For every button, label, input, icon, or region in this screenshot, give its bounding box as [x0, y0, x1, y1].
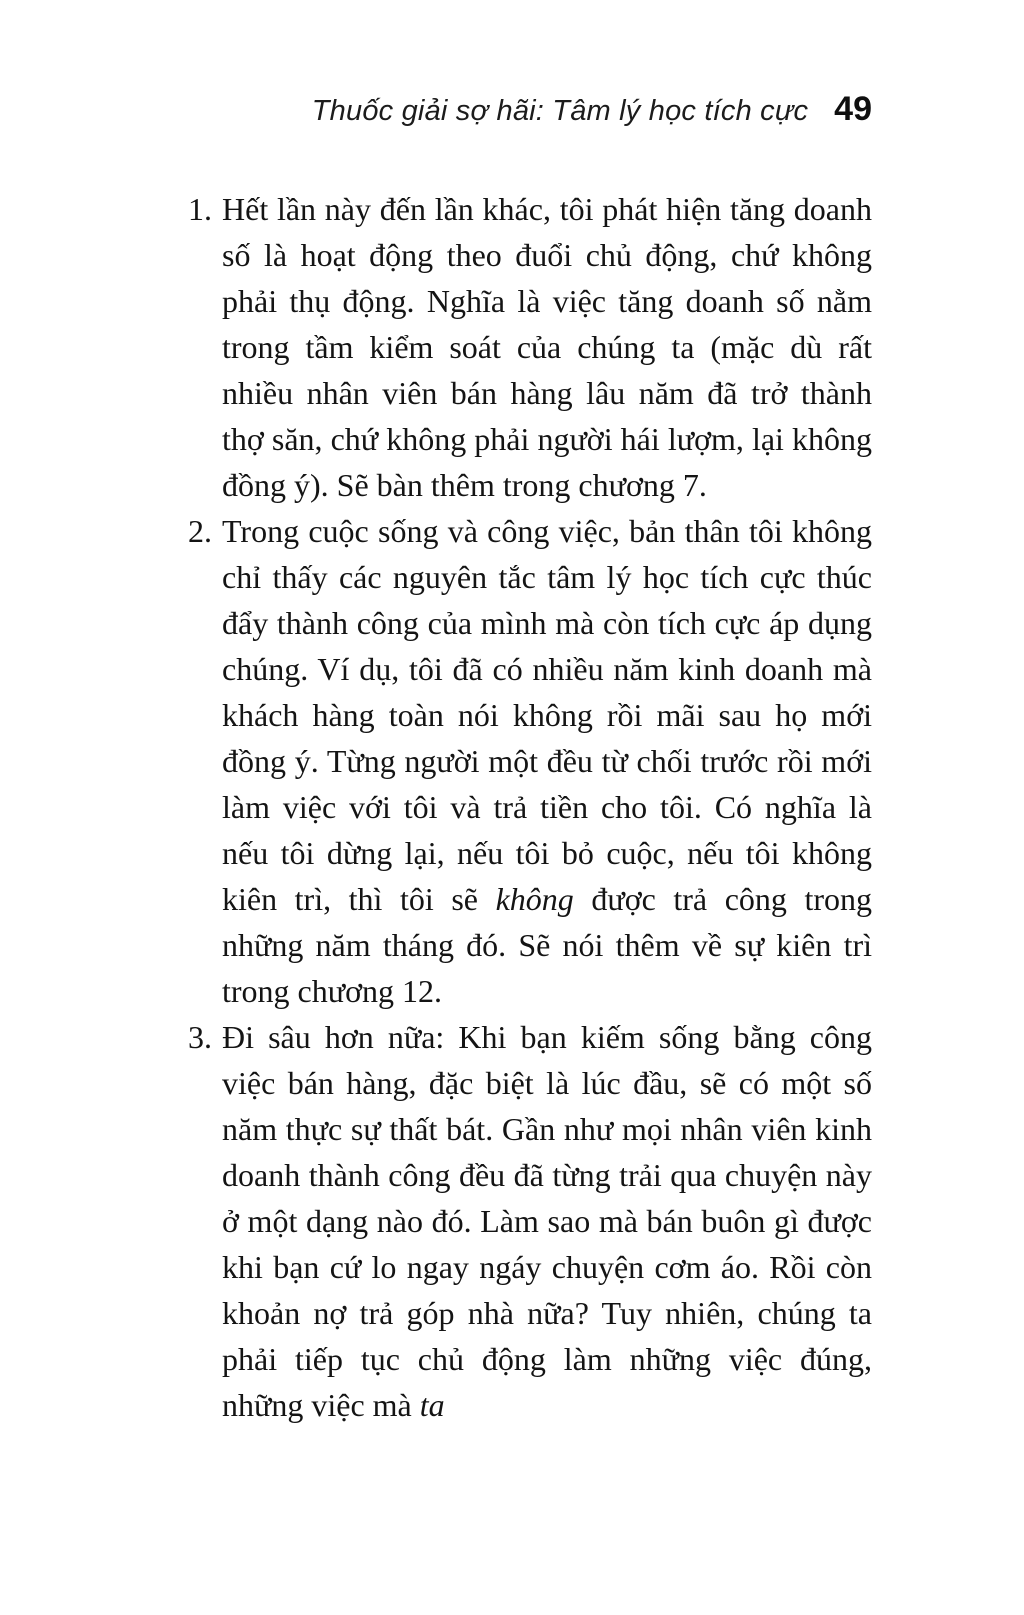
list-item: [188, 508, 872, 1014]
body-text: được trả công trong những năm tháng đó. Sẽ nói thêm về sự kiên trì trong chương 12.: [222, 881, 873, 1009]
emphasized-text: không: [495, 881, 574, 917]
body-text: Đi sâu hơn nữa: Khi bạn kiếm sống bằng công việc bán hàng, đặc biệt là lúc đầu, sẽ có một số năm thực sự thất bát. Gần như mọi nhân viên kinh doanh thành công đều đã từng trải qua chuyện này ở một dạng nào đó. Làm sao mà bán buôn gì được khi bạn cứ lo ngay ngáy chuyện cơm áo. Rồi còn khoản nợ trả góp nhà nữa? Tuy nhiên, chúng ta phải tiếp tục chủ động làm những việc đúng, những việc mà: [222, 1019, 872, 1423]
running-title: Thuốc giải sợ hãi: Tâm lý học tích cực: [311, 95, 809, 127]
body-text: Trong cuộc sống và công việc, bản thân tôi không chỉ thấy các nguyên tắc tâm lý học tích cực thúc đẩy thành công của mình mà còn tích cực áp dụng chúng. Ví dụ, tôi đã có nhiều năm kinh doanh mà khách hàng toàn nói không rồi mãi sau họ mới đồng ý. Từng người một đều từ chối trước rồi mới làm việc với tôi và trả tiền cho tôi. Có nghĩa là nếu tôi dừng lại, nếu tôi bỏ cuộc, nếu tôi không kiên trì, thì tôi sẽ: [222, 513, 872, 917]
emphasized-text: ta: [419, 1387, 445, 1423]
running-header: [188, 90, 872, 129]
page-number: 49: [834, 90, 872, 128]
list-item-number: 3.: [188, 1019, 212, 1055]
list-item-text: [222, 191, 872, 503]
list-item-text: [222, 513, 872, 1009]
list-item: [188, 1014, 872, 1428]
body-text: Hết lần này đến lần khác, tôi phát hiện tăng doanh số là hoạt động theo đuổi chủ động, chứ không phải thụ động. Nghĩa là việc tăng doanh số nằm trong tầm kiểm soát của chúng ta (mặc dù rất nhiều nhân viên bán hàng lâu năm đã trở thành thợ săn, chứ không phải người hái lượm, lại không đồng ý). Sẽ bàn thêm trong chương 7.: [222, 191, 872, 503]
list-item-text: [222, 1019, 872, 1423]
page-body: [188, 186, 872, 1428]
list-item-number: 1.: [188, 191, 212, 227]
list-item: [188, 186, 872, 508]
list-item-number: 2.: [188, 513, 212, 549]
numbered-list: [188, 186, 872, 1428]
